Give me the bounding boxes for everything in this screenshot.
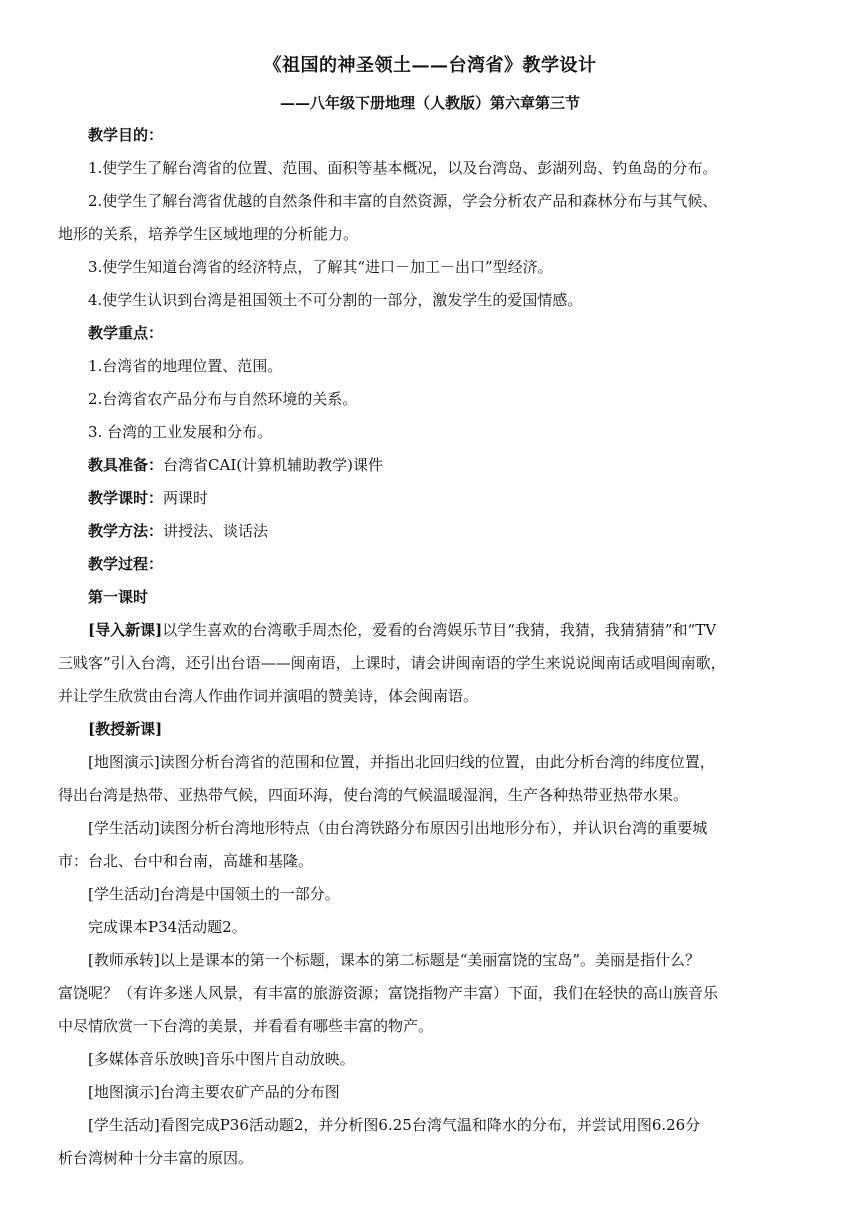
line-text: 4.使学生认识到台湾是祖国领土不可分割的一部分，激发学生的爱国情感。 [88,291,583,309]
text-line [58,482,818,515]
text-line [58,614,818,647]
line-text: 3.使学生知道台湾省的经济特点，了解其“进口－加工－出口”型经济。 [88,258,553,276]
text-line [58,350,818,383]
line-text: 以学生喜欢的台湾歌手周杰伦，爱看的台湾娱乐节目“我猜，我猜，我猜猜猜”和“TV [162,621,717,639]
text-line [58,944,818,977]
line-text: 得出台湾是热带、亚热带气候，四面环海，使台湾的气候温暖湿润，生产各种热带亚热带水果。 [58,786,689,804]
document-subtitle: ——八年级下册地理（人教版）第六章第三节 [279,94,580,112]
text-line [58,185,818,218]
line-text: 中尽情欣赏一下台湾的美景，并看看有哪些丰富的物产。 [58,1017,434,1035]
text-line [58,416,818,449]
text-line [58,746,818,779]
line-text: 地形的关系，培养学生区域地理的分析能力。 [58,225,359,243]
document-body [58,119,818,1175]
text-line [58,812,818,845]
section-label: 第一课时 [88,588,149,606]
text-line [58,218,818,251]
line-text: 1.台湾省的地理位置、范围。 [88,357,283,375]
text-line [58,1010,818,1043]
line-text: [学生活动]读图分析台湾地形特点（由台湾铁路分布原因引出地形分布），并认识台湾的重要城 [88,819,708,837]
text-line [58,383,818,416]
text-line [58,152,818,185]
text-line [58,1076,818,1109]
text-line [58,317,818,350]
text-line [58,911,818,944]
text-line [58,1109,818,1142]
line-text: 富饶呢？（有许多迷人风景，有丰富的旅游资源；富饶指物产丰富）下面，我们在轻快的高山族音乐 [58,984,719,1002]
text-line [58,581,818,614]
line-text: [地图演示]台湾主要农矿产品的分布图 [88,1083,340,1101]
text-line [58,119,818,152]
line-text: 1.使学生了解台湾省的位置、范围、面积等基本概况，以及台湾岛、彭湖列岛、钓鱼岛的分布。 [88,159,718,177]
line-text: [学生活动]看图完成P36活动题2，并分析图6.25台湾气温和降水的分布，并尝试用图6.26分 [88,1116,701,1134]
text-line [58,977,818,1010]
line-text: 市：台北、台中和台南，高雄和基隆。 [58,852,314,870]
section-label: [教授新课] [88,720,163,738]
line-text: [地图演示]读图分析台湾省的范围和位置，并指出北回归线的位置，由此分析台湾的纬度位置， [88,753,715,771]
text-line [58,449,818,482]
line-text: 台湾省CAI(计算机辅助教学)课件 [163,456,383,474]
text-line [58,1142,818,1175]
section-label: 教学目的： [88,126,164,144]
line-text: 析台湾树种十分丰富的原因。 [58,1149,254,1167]
text-line [58,878,818,911]
line-text: 完成课本P34活动题2。 [88,918,247,936]
text-line [58,1043,818,1076]
text-line [58,284,818,317]
section-label: [导入新课] [88,621,163,639]
section-label: 教学重点： [88,324,164,342]
line-text: [多媒体音乐放映]音乐中图片自动放映。 [88,1050,355,1068]
line-text: 2.台湾省农产品分布与自然环境的关系。 [88,390,358,408]
line-text: [教师承转]以上是课本的第一个标题，课本的第二标题是“美丽富饶的宝岛”。美丽是指什么？ [88,951,701,969]
line-text: 三贱客”引入台湾，还引出台语——闽南语，上课时，请会讲闽南语的学生来说说闽南话或唱闽南歌， [58,654,726,672]
section-label: 教学课时： [88,489,164,507]
line-text: [学生活动]台湾是中国领土的一部分。 [88,885,340,903]
line-text: 讲授法、谈话法 [163,522,269,540]
text-line [58,779,818,812]
text-line [58,647,818,680]
text-line [58,515,818,548]
line-text: 两课时 [163,489,209,507]
text-line [58,548,818,581]
line-text: 3. 台湾的工业发展和分布。 [88,423,273,441]
document-title: 《祖国的神圣领土——台湾省》教学设计 [263,55,597,76]
text-line [58,845,818,878]
text-line [58,680,818,713]
section-label: 教学过程： [88,555,164,573]
section-label: 教具准备： [88,456,164,474]
text-line [58,713,818,746]
line-text: 并让学生欣赏由台湾人作曲作词并演唱的赞美诗，体会闽南语。 [58,687,479,705]
section-label: 教学方法： [88,522,164,540]
line-text: 2.使学生了解台湾省优越的自然条件和丰富的自然资源，学会分析农产品和森林分布与其气候、 [88,192,718,210]
text-line [58,251,818,284]
